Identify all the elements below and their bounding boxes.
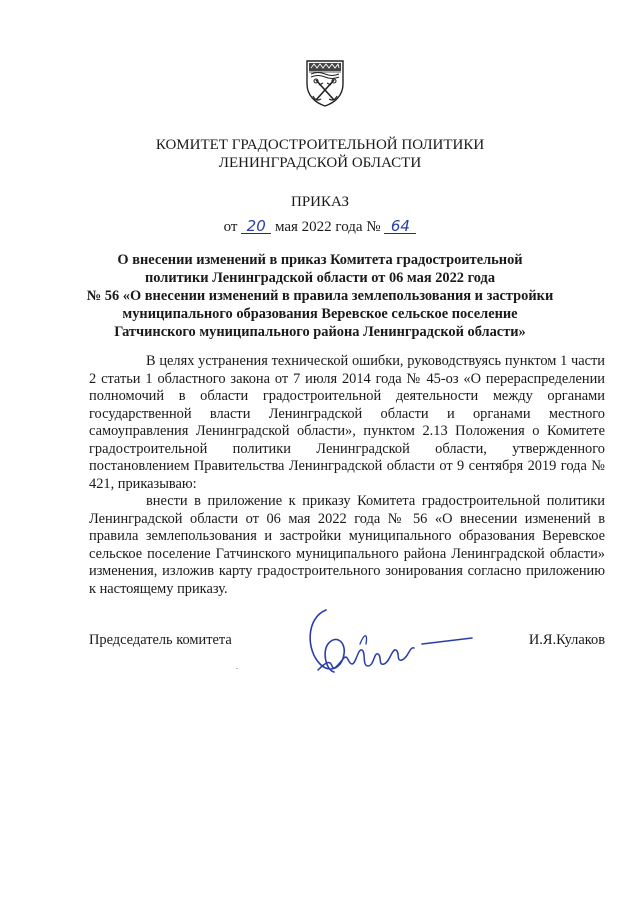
scan-speck [236, 668, 238, 669]
date-number-line [0, 219, 640, 236]
organization-name [0, 136, 640, 172]
body-paragraph-preamble: В целях устранения технической ошибки, руководствуясь пунктом 1 части 2 статьи 1 областного закона от 7 июля 2014 года № 45-оз «О перераспределении полномочий в области градостроительной деятельности между органами государственной власти Ленинградской области и органами местного самоуправления Ленинградской области», пунктом 2.13 Положения о Комитете градостроительной политики Ленинградской области, утвержденного постановлением Правительства Ленинградской области от 9 сентября 2019 года № 421, приказываю: [89, 353, 605, 492]
title-line: муниципального образования Веревское сельское поселение [122, 306, 518, 322]
signature-block [89, 604, 605, 684]
document-body [89, 353, 605, 598]
date-month-year: мая 2022 года № [274, 219, 381, 235]
document-title [80, 251, 560, 341]
signatory-name: И.Я.Кулаков [528, 632, 605, 648]
document-type: ПРИКАЗ [291, 194, 349, 210]
date-prefix: от [223, 219, 238, 235]
title-line: политики Ленинградской области от 06 мая 2022 года [144, 270, 496, 286]
title-line: № 56 «О внесении изменений в правила землепользования и застройки [86, 288, 554, 304]
body-paragraph-order: внести в приложение к приказу Комитета градостроительной политики Ленинградской области от 06 мая 2022 года № 56 «О внесении изменений в правила землепользования и застройки муниципального образования Веревское сельское поселение Гатчинского муниципального района Ленинградской области» изменения, изложив карту градостроительного зонирования согласно приложению к настоящему приказу. [89, 493, 605, 597]
coat-of-arms-icon [305, 58, 345, 108]
organization-name-line1: КОМИТЕТ ГРАДОСТРОИТЕЛЬНОЙ ПОЛИТИКИ [155, 137, 485, 153]
title-line: О внесении изменений в приказ Комитета градостроительной [117, 252, 523, 268]
handwritten-day: 20 [241, 219, 271, 234]
title-line: Гатчинского муниципального района Ленинградской области» [114, 324, 526, 340]
signatory-role: Председатель комитета [89, 632, 232, 648]
organization-name-line2: ЛЕНИНГРАДСКОЙ ОБЛАСТИ [218, 155, 422, 171]
handwritten-signature-icon [304, 604, 474, 682]
handwritten-order-number: 64 [384, 219, 416, 234]
